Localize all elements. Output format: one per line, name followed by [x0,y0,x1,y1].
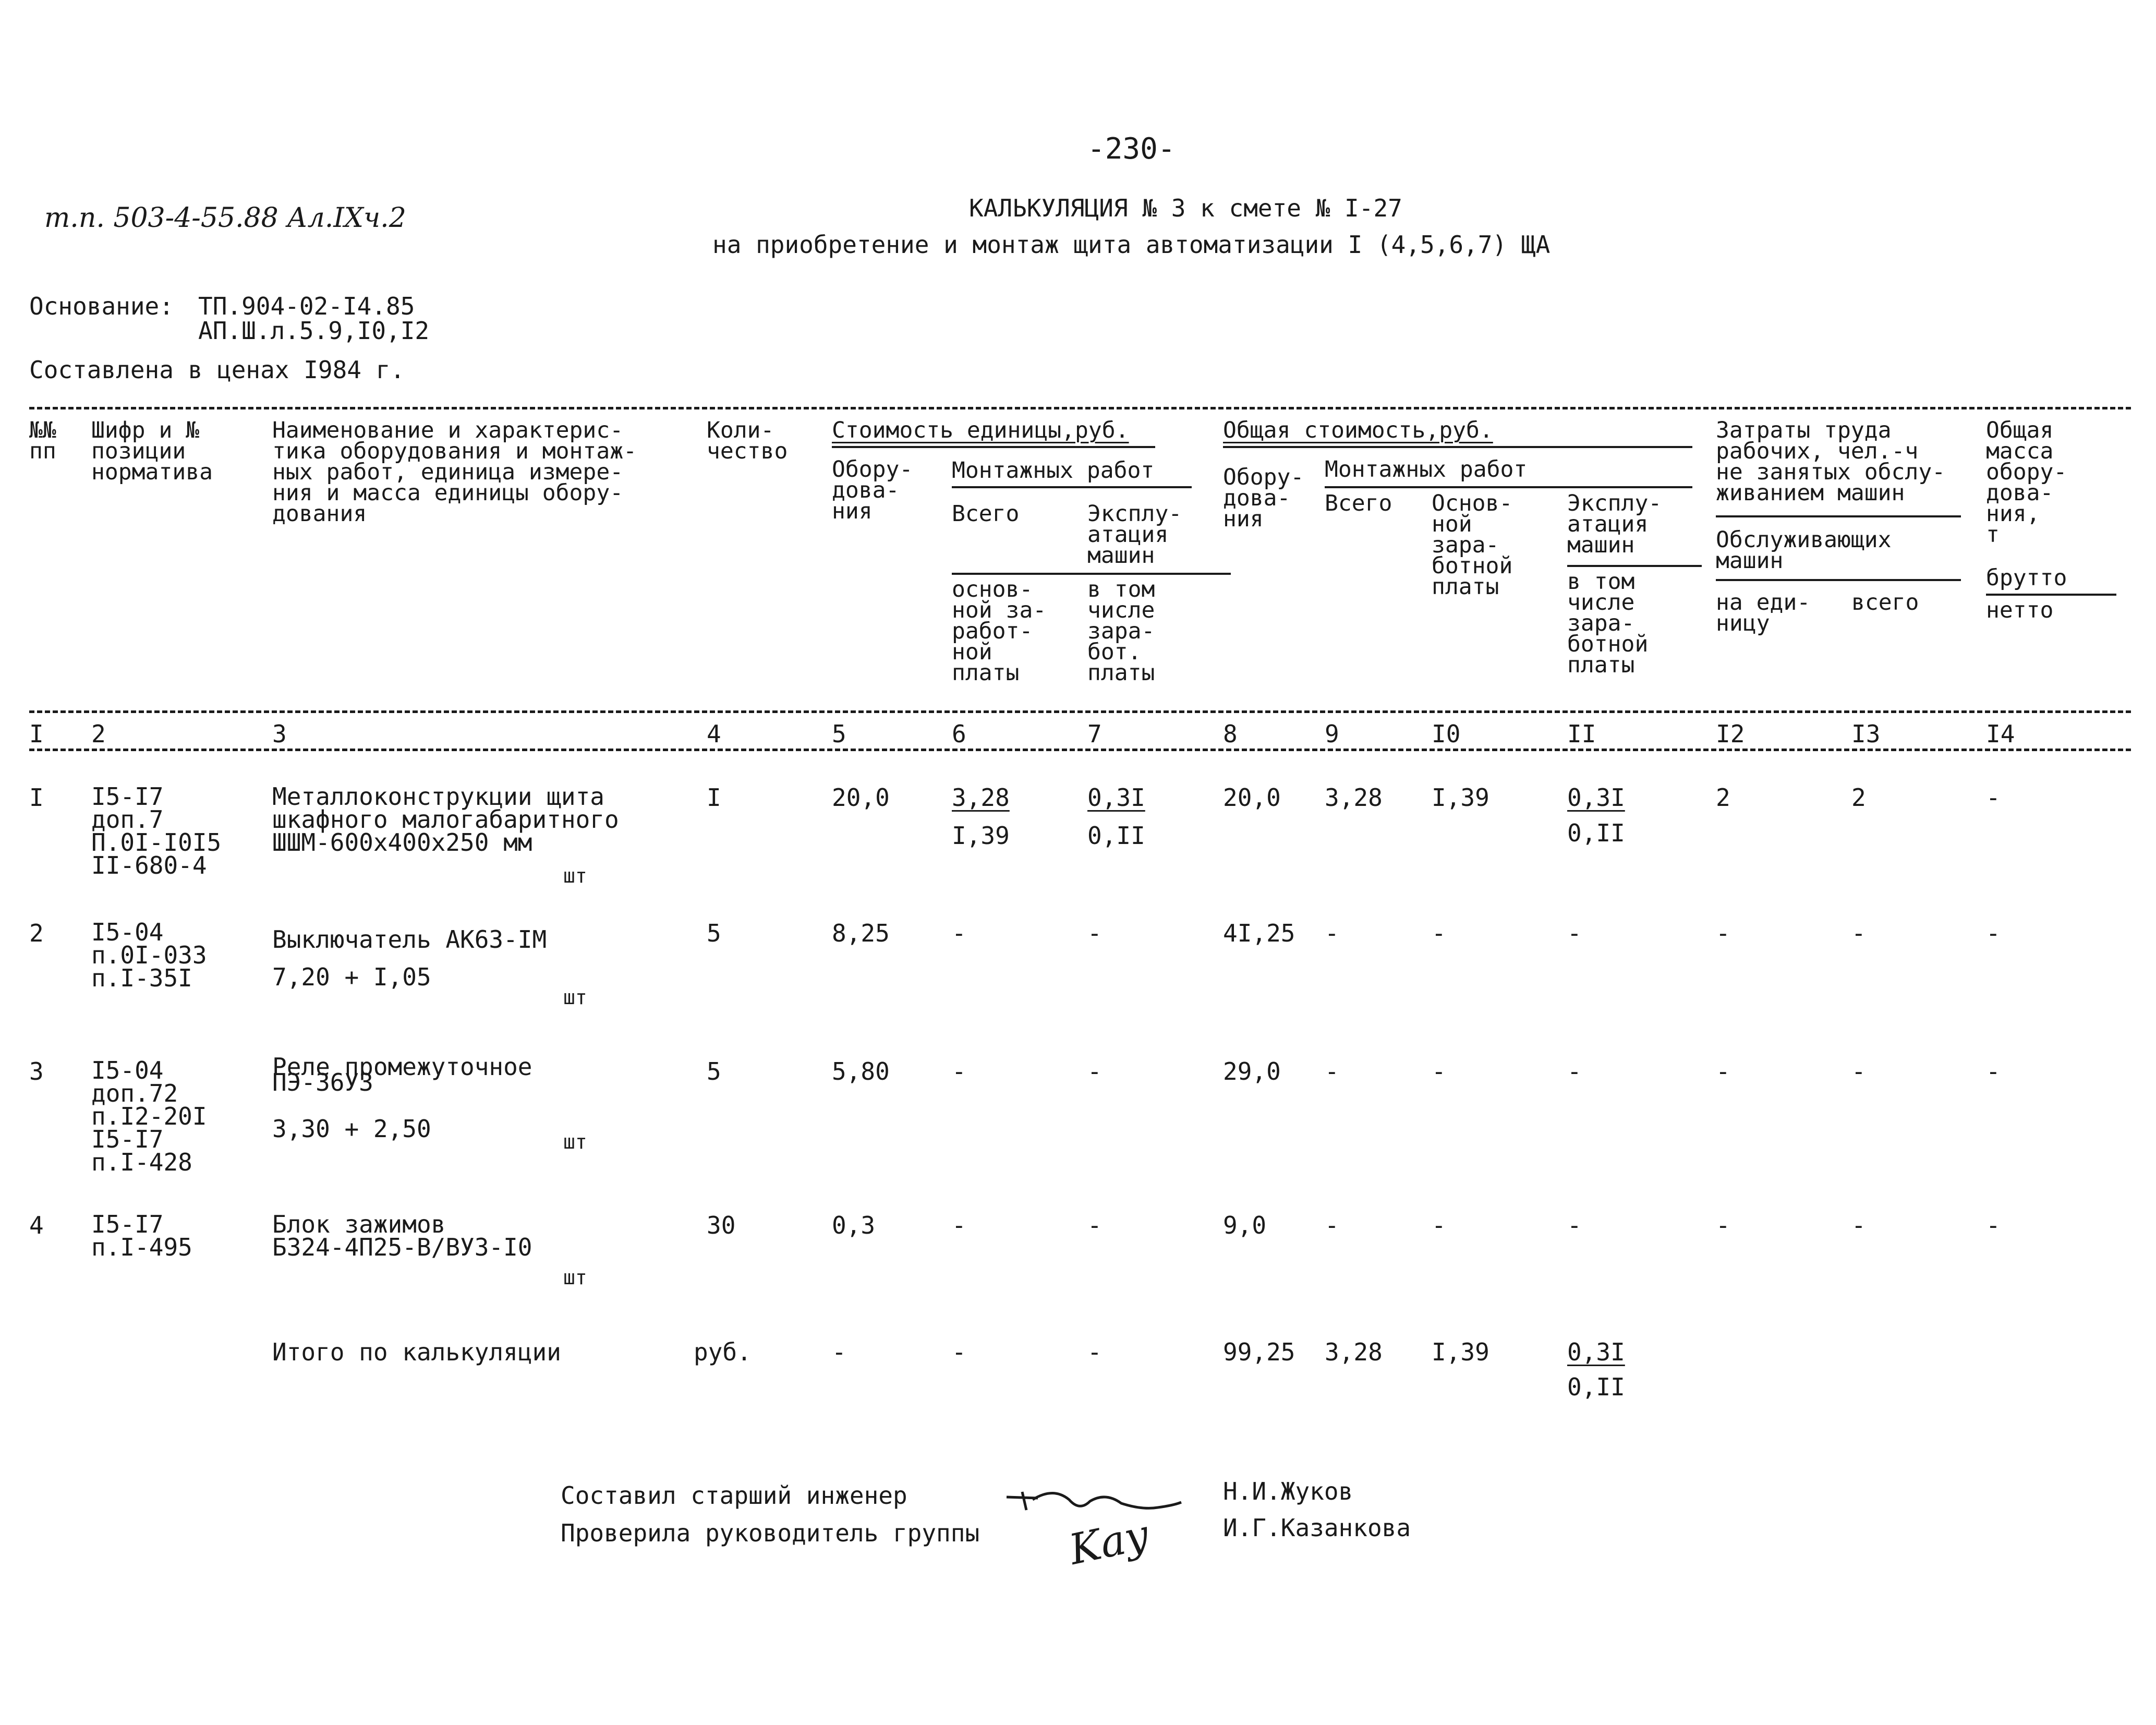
row-c8: 9,0 [1223,1211,1267,1239]
total-c9: 3,28 [1325,1338,1383,1366]
total-c5: - [832,1338,846,1366]
row-unit: шт [563,1130,587,1153]
header-basic-wage: Основ- ной зара- ботной платы [1432,490,1513,600]
header-exploitation-2-sub: в том числе зара- ботной платы [1567,569,1649,678]
row-c6: 3,28 [952,783,1010,812]
row-c5: 0,3 [832,1211,876,1239]
row-c6: - [952,1211,966,1239]
row-c11: - [1567,1057,1582,1085]
header-per-unit: на еди- ницу [1716,589,1811,636]
row-c10: - [1432,919,1446,947]
row-c9: - [1325,919,1339,947]
column-number: I3 [1851,720,1881,748]
basis-line-1: ТП.904-02-I4.85 [198,292,415,320]
row-c12: - [1716,919,1730,947]
total-c8: 99,25 [1223,1338,1295,1366]
row-name: Реле промежуточное ПЭ-36УЗ [272,1053,532,1096]
mount-rule [952,486,1192,488]
total-qty: руб. [694,1338,752,1366]
total-c10: I,39 [1432,1338,1489,1366]
row-c13: 2 [1851,783,1866,812]
header-labor: Затраты труда рабочих, чел.-ч не занятых обслу- живанием машин [1716,417,1946,506]
header-unit-cost: Стоимость единицы,руб. [832,417,1129,443]
page-number: -230- [1087,132,1176,166]
row-c10: I,39 [1432,783,1489,812]
row-no: I [29,783,44,812]
row-c14: - [1986,919,2001,947]
row-c7: 0,3I [1087,783,1145,812]
header-code: Шифр и № позиции норматива [91,417,213,485]
exploit2-sub-rule [1567,565,1702,567]
row-no: 4 [29,1211,44,1239]
column-number: II [1567,720,1596,748]
row-no: 2 [29,919,44,947]
column-number: I0 [1432,720,1461,748]
row-c12: - [1716,1211,1730,1239]
basis-line-2: АП.Ш.л.5.9,I0,I2 [198,317,430,345]
row-name: Выключатель АК63-IМ 7,20 + I,05 [272,925,547,991]
column-number: 8 [1223,720,1238,748]
header-total-sub: основ- ной за- работ- ной платы [952,576,1047,686]
row-c7-sub: 0,II [1087,822,1145,850]
row-c14: - [1986,1057,2001,1085]
column-number: 2 [91,720,106,748]
basis-label: Основание: [29,292,174,320]
table-top-rule [29,407,2131,409]
row-c7: - [1087,919,1102,947]
document-subtitle: на приобретение и монтаж щита автоматизации I (4,5,6,7) ЩА [712,231,1551,259]
header-exploitation-2: Эксплу- атация машин [1567,490,1662,558]
column-number: I4 [1986,720,2015,748]
header-netto: нетто [1986,597,2054,623]
row-c6: - [952,919,966,947]
row-qty: I [707,783,721,812]
header-equipment: Обору- дова- ния [832,456,913,524]
row-unit: шт [563,864,587,887]
header-total-cost: Общая стоимость,руб. [1223,417,1493,443]
row-c13: - [1851,1057,1866,1085]
header-mass: Общая масса обору- дова- ния, т [1986,417,2067,548]
header-mounting-2: Монтажных работ [1325,456,1528,482]
row-c9: - [1325,1057,1339,1085]
row-c5: 20,0 [832,783,890,812]
header-total-2: Всего [1325,490,1392,516]
header-brutto: брутто [1986,565,2067,591]
row-c12: - [1716,1057,1730,1085]
row-qty: 5 [707,919,721,947]
total-cost-rule [1223,446,1692,448]
document-title: КАЛЬКУЛЯЦИЯ № 3 к смете № I-27 [969,194,1402,222]
header-exploitation-sub: в том числе зара- бот. платы [1087,576,1155,686]
header-name: Наименование и характерис- тика оборудования и монтаж- ных работ, единица измере- ния и масса единицы обору- дования [272,417,637,527]
row-c7: - [1087,1211,1102,1239]
header-qty: Коли- чество [707,417,788,464]
row-c11: - [1567,919,1582,947]
total-c11: 0,3I [1567,1338,1625,1366]
column-number: I [29,720,44,748]
column-number: 5 [832,720,846,748]
total-c7: - [1087,1338,1102,1366]
row-c8: 20,0 [1223,783,1281,812]
row-c8: 4I,25 [1223,919,1295,947]
signature-kazankova: Kay [1065,1510,1153,1574]
row-code: I5-I7 доп.7 П.0I-I0I5 II-680-4 [91,782,222,879]
row-c10: - [1432,1057,1446,1085]
checked-by-label: Проверила руководитель группы [561,1519,980,1547]
unit-cost-rule [832,446,1155,448]
total-c11-sub: 0,II [1567,1373,1625,1401]
row-c8: 29,0 [1223,1057,1281,1085]
row-c11: 0,3I [1567,783,1625,812]
serving-rule [1716,579,1961,581]
row-c13: - [1851,919,1866,947]
column-number: I2 [1716,720,1745,748]
row-name: Металлоконструкции щита шкафного малогабаритного ШШМ-600х400х250 мм [272,782,619,857]
prices-note: Составлена в ценах I984 г. [29,356,405,384]
row-c12: 2 [1716,783,1730,812]
row-c6: - [952,1057,966,1085]
column-numbers-rule [29,749,2131,751]
header-serving: Обслуживающих машин [1716,527,1892,574]
row-no: 3 [29,1057,44,1085]
checked-by-name: И.Г.Казанкова [1223,1514,1411,1542]
row-name-extra: 3,30 + 2,50 [272,1115,431,1143]
row-c14: - [1986,1211,2001,1239]
row-c9: 3,28 [1325,783,1383,812]
column-number: 9 [1325,720,1339,748]
header-no: №№ пп [29,417,56,464]
column-number: 4 [707,720,721,748]
header-total: Всего [952,501,1020,527]
labor-rule [1716,515,1961,517]
row-code: I5-04 доп.72 п.I2-20I I5-I7 п.I-428 [91,1056,207,1176]
row-c6-sub: I,39 [952,822,1010,850]
row-unit: шт [563,1266,587,1289]
header-mounting: Монтажных работ [952,457,1155,484]
row-unit: шт [563,986,587,1009]
row-c9: - [1325,1211,1339,1239]
total-c6: - [952,1338,966,1366]
row-name: Блок зажимов БЗ24-4П25-В/ВУЗ-I0 [272,1210,532,1261]
column-number: 7 [1087,720,1102,748]
column-number: 6 [952,720,966,748]
header-bottom-rule [29,710,2131,713]
total-label: Итого по калькуляции [272,1338,561,1366]
total-sub-rule [952,573,1231,575]
row-qty: 5 [707,1057,721,1085]
column-number: 3 [272,720,287,748]
row-c11: - [1567,1211,1582,1239]
row-c10: - [1432,1211,1446,1239]
row-c5: 8,25 [832,919,890,947]
row-c13: - [1851,1211,1866,1239]
compiled-by-name: Н.И.Жуков [1223,1477,1353,1505]
row-c5: 5,80 [832,1057,890,1085]
row-qty: 30 [707,1211,736,1239]
document-code: т.п. 503-4-55.88 Ал.IХч.2 [44,202,406,234]
compiled-by-label: Составил старший инженер [561,1481,907,1510]
header-exploitation: Эксплу- атация машин [1087,501,1182,569]
row-code: I5-04 п.0I-033 п.I-35I [91,918,207,992]
row-c11-sub: 0,II [1567,819,1625,847]
row-code: I5-I7 п.I-495 [91,1210,192,1261]
row-c7: - [1087,1057,1102,1085]
header-equipment-2: Обору- дова- ния [1223,464,1304,532]
brutto-rule [1986,594,2116,596]
header-all: всего [1851,589,1919,616]
mount2-rule [1325,486,1692,488]
row-c14: - [1986,783,2001,812]
